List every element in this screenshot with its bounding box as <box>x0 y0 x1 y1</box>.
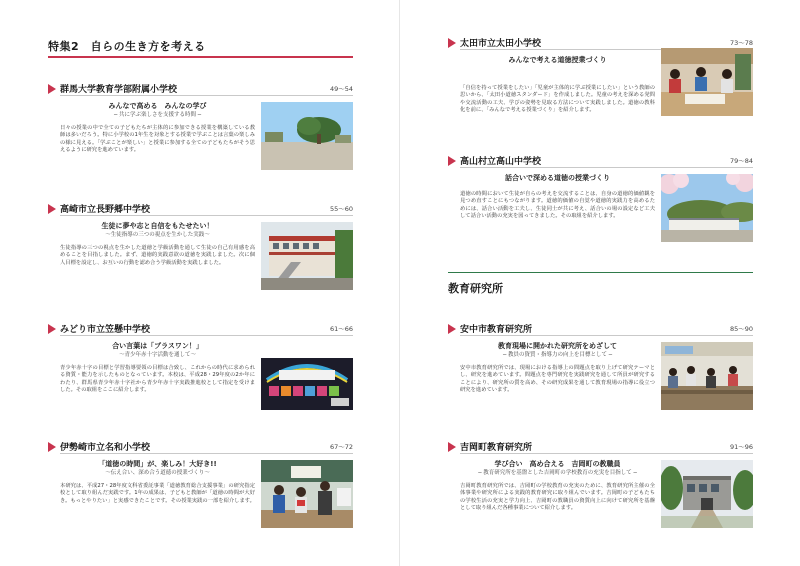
article-body: 吉岡町教育研究所では、吉岡町の学校教育の充実のために、教育研究所主催の全体事業や研究所による実践的教育研究に取り組んでいます。吉岡町の子どもたちの学校生活の充実と学力向上、吉岡町の教職員の資質向上に向けて研究所を基盤として取り組んだ各種事業について紹介します。 <box>460 483 655 512</box>
article-page-range: 49〜54 <box>329 85 353 93</box>
triangle-bullet-icon <box>48 204 56 214</box>
article-page-range: 61〜66 <box>329 325 353 333</box>
article-school-name: 高崎市立長野郷中学校 <box>60 205 151 215</box>
article-subtitle: 生徒に夢や志と自信をもたせたい！ <box>101 222 214 230</box>
article-school-name: 安中市教育研究所 <box>460 325 533 335</box>
feature-title-rule <box>48 56 353 58</box>
article-body: 青少年赤十字の目標と学習指導要領の目標は合致し、これからの時代に求められる資質・能力を示したものとなっています。本校は、平成28・29年度の2か年にわたり、群馬県青少年赤十字社から青少年赤十字実践推進校として指定を受けました。その取組をここに紹介します。 <box>60 365 255 394</box>
article-subtitle: 話合いで深める道徳の授業づくり <box>505 174 610 182</box>
article-nagano-go <box>48 202 353 302</box>
article-school-name: 太田市立太田小学校 <box>460 39 542 49</box>
triangle-bullet-icon <box>448 156 456 166</box>
article-rule <box>60 95 353 96</box>
article-body: 安中市教育研究所では、現場における指導上の問題点を取り上げて研究テーマとし、研究を進めています。問題点を専門研究を実践研究を通して所員が研究することにより、研究所の質を高め、その研究成果を通して教育現場の指導に役立つ研究を進めています。 <box>460 365 655 394</box>
article-subtitle: 「道徳の時間」が、楽しみ！大好き!! <box>98 460 217 468</box>
article-heading <box>448 154 753 168</box>
article-ota <box>448 36 753 136</box>
section-header-research-institutes <box>448 280 753 300</box>
article-page-range: 55〜60 <box>329 205 353 213</box>
photo-classroom-desks <box>661 48 753 116</box>
photo-cherry-blossoms-school <box>661 174 753 242</box>
article-subtitle: 学び合い 高め合える 吉岡町の教職員 <box>494 460 621 468</box>
article-takayama <box>448 154 753 254</box>
article-yoshioka-institute <box>448 440 753 540</box>
article-rule <box>60 453 353 454</box>
article-heading <box>448 440 753 454</box>
article-subtitle-note: 〜生徒指導の三つの視点を生かした実践〜 <box>105 232 210 238</box>
article-body: 生徒指導の三つの視点を生かした道徳と学級活動を通して生徒の自己有用感を高めることを目指しました。まず、道徳的実践意欲の道徳を実践しました。次に個人目標を設定し、お互いの行動を認め合う学級活動を実践しました。 <box>60 245 255 266</box>
article-page-range: 85〜90 <box>729 325 753 333</box>
article-body: 日々の授業の中で全ての子どもたちが主体的に参加できる授業を構築している教師は多いだろう。特に小学校の1年生を対象とする授業で学ぶことは言葉の楽しみの様に見える。「学ぶことが楽しい」と授業に参加する全ての子どもたちがそう思えるように研究を進めています。 <box>60 125 255 154</box>
article-rule <box>60 335 353 336</box>
triangle-bullet-icon <box>48 324 56 334</box>
triangle-bullet-icon <box>48 442 56 452</box>
article-body: 「自信を持って授業をしたい」「児童が主体的に学ぶ授業にしたい」という教師の思いから、「太田小道徳スタンダード」を作成しました。児童の考えを深める発問や交流活動の工夫、学びの姿勢を見取る方法について実践しました。道徳の教科化を前に、「みんなで考える授業づくり」を紹介します。 <box>460 85 655 114</box>
article-page-range: 91〜96 <box>729 443 753 451</box>
article-annaka-institute <box>448 322 753 422</box>
article-rule <box>460 335 753 336</box>
article-gunma-fuzoku <box>48 82 353 192</box>
article-heading <box>48 202 353 216</box>
article-subtitle: 教育現場に開かれた研究所をめざして <box>498 342 617 350</box>
photo-institute-building <box>661 460 753 528</box>
article-page-range: 73〜78 <box>729 39 753 47</box>
article-nawa <box>48 440 353 540</box>
article-heading <box>48 322 353 336</box>
article-rule <box>460 167 753 168</box>
article-school-name: 高山村立高山中学校 <box>460 157 542 167</box>
feature-header <box>48 38 353 58</box>
triangle-bullet-icon <box>448 38 456 48</box>
article-school-name: 伊勢崎市立名和小学校 <box>60 443 151 453</box>
photo-classroom-students <box>261 460 353 528</box>
article-body: 本研究は、平成27・28年度文科省委託事業「道徳教育総合支援事業」の研究指定校として取り組んだ実践です。1年の成果は、子どもと教師が「道徳の時間が大好き。もっとやりたい」と実感できたことです。その授業実践の一部を紹介します。 <box>60 483 255 504</box>
triangle-bullet-icon <box>448 442 456 452</box>
article-subtitle-note: ─ 教育研究所を基盤とした吉岡町の学校教育の充実を目指して ─ <box>478 470 637 476</box>
article-school-name: 吉岡町教育研究所 <box>460 443 533 453</box>
article-rule <box>60 215 353 216</box>
article-subtitle-note: ─ 教員の資質・指導力の向上を目標として ─ <box>502 352 613 358</box>
photo-schoolyard-tree <box>261 102 353 170</box>
article-subtitle-note: 〜伝え合い、深め合う道徳の授業づくり〜 <box>105 470 210 476</box>
article-rule <box>460 453 753 454</box>
photo-plus-one-display <box>261 358 353 410</box>
article-heading <box>448 322 753 336</box>
article-heading <box>48 440 353 454</box>
article-page-range: 79〜84 <box>729 157 753 165</box>
article-subtitle: 合い言葉は「プラスワン！」 <box>112 342 203 350</box>
article-subtitle: みんなで考える道徳授業づくり <box>508 56 607 64</box>
article-subtitle-note: ─ 共に学ぶ楽しさを支援する時間 ─ <box>113 112 202 118</box>
article-kasakake <box>48 322 353 422</box>
triangle-bullet-icon <box>448 324 456 334</box>
photo-training-room <box>661 342 753 410</box>
section-title: 教育研究所 <box>448 282 503 295</box>
article-heading <box>48 82 353 96</box>
photo-school-building <box>261 222 353 290</box>
article-school-name: 群馬大学教育学部附属小学校 <box>60 85 178 95</box>
triangle-bullet-icon <box>48 84 56 94</box>
article-subtitle-note: 〜青少年赤十字活動を通して〜 <box>118 352 196 358</box>
article-school-name: みどり市立笠懸中学校 <box>60 325 151 335</box>
feature-title: 特集2 自らの生き方を考える <box>48 40 206 53</box>
article-subtitle: みんなで高める みんなの学び <box>108 102 207 110</box>
article-page-range: 67〜72 <box>329 443 353 451</box>
section-rule <box>448 272 753 273</box>
article-body: 道徳の時間において生徒が自らの考えを交流することは、自身の道徳的価値観を見つめ直すことにもつながります。道徳的価値の自覚や道徳的実践力を高めるためには、話合い活動を工夫し、生徒同士が共に考え、話合いの場の設定など工夫して話合い活動の充実を図ってきました。その取組を紹介します。 <box>460 191 655 220</box>
